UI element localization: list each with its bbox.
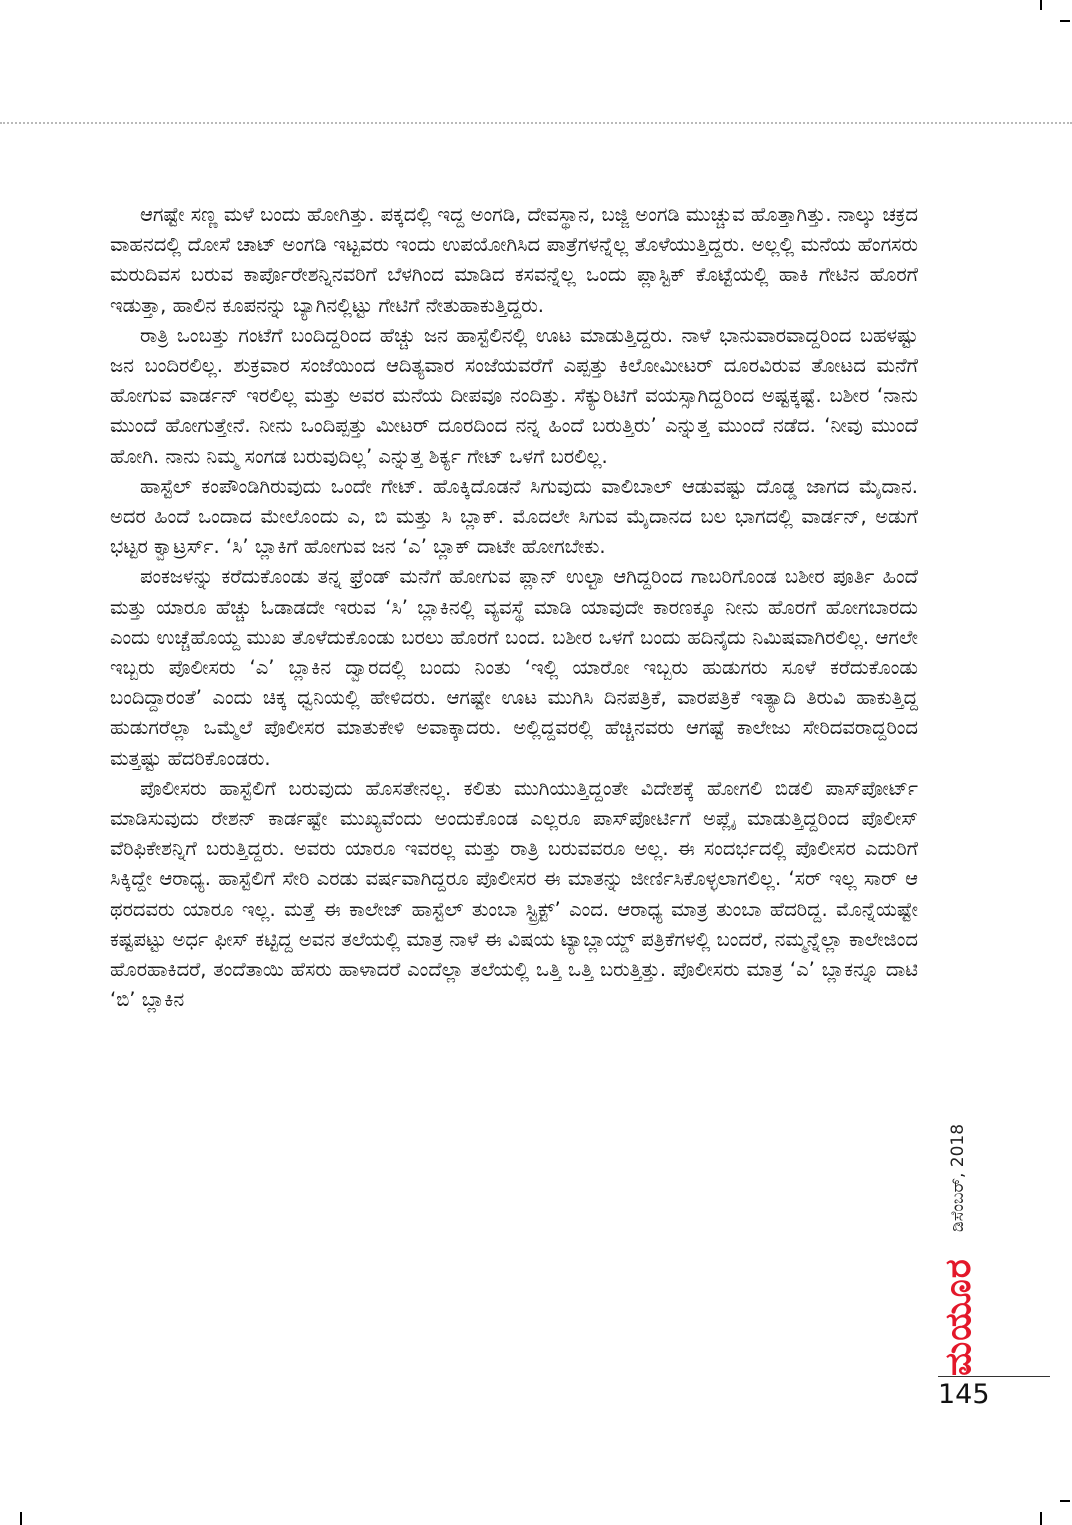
paragraph-2: ರಾತ್ರಿ ಒಂಬತ್ತು ಗಂಟೆಗೆ ಬಂದಿದ್ದರಿಂದ ಹೆಚ್ಚು ಜನ ಹಾಸ್ಟೆಲಿನಲ್ಲಿ ಊಟ ಮಾಡುತ್ತಿದ್ದರು. ನಾಳೆ ಭಾನುವಾರವಾದ್ದರಿಂದ ಬಹಳಷ್ಟು ಜನ ಬಂದಿರಲಿಲ್ಲ. ಶುಕ್ರವಾರ ಸಂಜೆಯಿಂದ ಆದಿತ್ಯವಾರ ಸಂಜೆಯವರೆಗೆ ಎಪ್ಪತ್ತು ಕಿಲೋಮೀಟರ್ ದೂರವಿರುವ ತೋಟದ ಮನೆಗೆ ಹೋಗುವ ವಾರ್ಡನ್ ಇರಲಿಲ್ಲ ಮತ್ತು ಅವರ ಮನೆಯ ದೀಪವೂ ನಂದಿತ್ತು. ಸೆಕ್ಯುರಿಟಿಗೆ ವಯಸ್ಸಾಗಿದ್ದರಿಂದ ಅಷ್ಟಕ್ಕಷ್ಟೆ. ಬಶೀರ ‘ನಾನು ಮುಂದೆ ಹೋಗುತ್ತೇನೆ. ನೀನು ಒಂದಿಪ್ಪತ್ತು ಮೀಟರ್ ದೂರದಿಂದ ನನ್ನ ಹಿಂದೆ ಬರುತ್ತಿರು’ ಎನ್ನುತ್ತ ಮುಂದೆ ನಡೆದ. ‘ನೀವು ಮುಂದೆ ಹೋಗಿ. ನಾನು ನಿಮ್ಮ ಸಂಗಡ ಬರುವುದಿಲ್ಲ’ ಎನ್ನುತ್ತ ಶಿರ್ಕ್ಯ ಗೇಟ್ ಒಳಗೆ ಬರಲಿಲ್ಲ.: [110, 323, 918, 468]
header-dotted-rule: [0, 122, 1072, 124]
magazine-logo: ಮಯೂರ: [938, 1258, 979, 1376]
paragraph-4: ಪಂಕಜಳನ್ನು ಕರೆದುಕೊಂಡು ತನ್ನ ಫ್ರೆಂಡ್ ಮನೆಗೆ ಹೋಗುವ ಪ್ಲಾನ್ ಉಲ್ಟಾ ಆಗಿದ್ದರಿಂದ ಗಾಬರಿಗೊಂಡ ಬಶೀರ ಪೂರ್ತಿ ಹಿಂದೆ ಮತ್ತು ಯಾರೂ ಹೆಚ್ಚು ಓಡಾಡದೇ ಇರುವ ‘ಸಿ’ ಬ್ಲಾಕಿನಲ್ಲಿ ವ್ಯವಸ್ಥೆ ಮಾಡಿ ಯಾವುದೇ ಕಾರಣಕ್ಕೂ ನೀನು ಹೊರಗೆ ಹೋಗಬಾರದು ಎಂದು ಉಚ್ಚೆಹೊಯ್ದ ಮುಖ ತೊಳೆದುಕೊಂಡು ಬರಲು ಹೊರಗೆ ಬಂದ. ಬಶೀರ ಒಳಗೆ ಬಂದು ಹದಿನೈದು ನಿಮಿಷವಾಗಿರಲಿಲ್ಲ. ಆಗಲೇ ಇಬ್ಬರು ಪೊಲೀಸರು ‘ಎ’ ಬ್ಲಾಕಿನ ದ್ವಾರದಲ್ಲಿ ಬಂದು ನಿಂತು ‘ಇಲ್ಲಿ ಯಾರೋ ಇಬ್ಬರು ಹುಡುಗರು ಸೂಳೆ ಕರೆದುಕೊಂಡು ಬಂದಿದ್ದಾರಂತೆ’ ಎಂದು ಚಿಕ್ಕ ಧ್ವನಿಯಲ್ಲಿ ಹೇಳಿದರು. ಆಗಷ್ಟೇ ಊಟ ಮುಗಿಸಿ ದಿನಪತ್ರಿಕೆ, ವಾರಪತ್ರಿಕೆ ಇತ್ಯಾದಿ ತಿರುವಿ ಹಾಕುತ್ತಿದ್ದ ಹುಡುಗರೆಲ್ಲಾ ಒಮ್ಮೆಲೆ ಪೊಲೀಸರ ಮಾತುಕೇಳಿ ಅವಾಕ್ಕಾದರು. ಅಲ್ಲಿದ್ದವರಲ್ಲಿ ಹೆಚ್ಚಿನವರು ಆಗಷ್ಟೆ ಕಾಲೇಜು ಸೇರಿದವರಾದ್ದರಿಂದ ಮತ್ತಷ್ಟು ಹೆದರಿಕೊಂಡರು.: [110, 565, 918, 770]
crop-mark-top-right: [1040, 0, 1042, 10]
crop-mark-left-bottom: [20, 1512, 22, 1525]
article-body: [110, 200, 918, 1015]
paragraph-5: ಪೊಲೀಸರು ಹಾಸ್ಟೆಲಿಗೆ ಬರುವುದು ಹೊಸತೇನಲ್ಲ. ಕಲಿತು ಮುಗಿಯುತ್ತಿದ್ದಂತೇ ವಿದೇಶಕ್ಕೆ ಹೋಗಲಿ ಬಿಡಲಿ ಪಾಸ್‌ಪೋರ್ಟ್ ಮಾಡಿಸುವುದು ರೇಶನ್ ಕಾರ್ಡಷ್ಟೇ ಮುಖ್ಯವೆಂದು ಅಂದುಕೊಂಡ ಎಲ್ಲರೂ ಪಾಸ್‌ಪೋರ್ಟಿಗೆ ಅಪ್ಲೈ ಮಾಡುತ್ತಿದ್ದರಿಂದ ಪೊಲೀಸ್ ವೆರಿಫಿಕೇಶನ್ನಿಗೆ ಬರುತ್ತಿದ್ದರು. ಅವರು ಯಾರೂ ಇವರಲ್ಲ ಮತ್ತು ರಾತ್ರಿ ಬರುವವರೂ ಅಲ್ಲ. ಈ ಸಂದರ್ಭದಲ್ಲಿ ಪೊಲೀಸರ ಎದುರಿಗೆ ಸಿಕ್ಕಿದ್ದೇ ಆರಾಧ್ಯ. ಹಾಸ್ಟೆಲಿಗೆ ಸೇರಿ ಎರಡು ವರ್ಷವಾಗಿದ್ದರೂ ಪೊಲೀಸರ ಈ ಮಾತನ್ನು ಜೀರ್ಣಿಸಿಕೊಳ್ಳಲಾಗಲಿಲ್ಲ. ‘ಸರ್ ಇಲ್ಲ ಸಾರ್ ಆ ಥರದವರು ಯಾರೂ ಇಲ್ಲ. ಮತ್ತೆ ಈ ಕಾಲೇಜ್ ಹಾಸ್ಟೆಲ್ ತುಂಬಾ ಸ್ಟ್ರಿಕ್ಟ್’ ಎಂದ. ಆರಾಧ್ಯ ಮಾತ್ರ ತುಂಬಾ ಹೆದರಿದ್ದ. ಮೊನ್ನೆಯಷ್ಟೇ ಕಷ್ಟಪಟ್ಟು ಅರ್ಧ ಫೀಸ್ ಕಟ್ಟಿದ್ದ ಅವನ ತಲೆಯಲ್ಲಿ ಮಾತ್ರ ನಾಳೆ ಈ ವಿಷಯ ಟ್ಯಾಬ್ಲಾಯ್ಡ್ ಪತ್ರಿಕೆಗಳಲ್ಲಿ ಬಂದರೆ, ನಮ್ಮನ್ನೆಲ್ಲಾ ಕಾಲೇಜಿಂದ ಹೊರಹಾಕಿದರೆ, ತಂದೆತಾಯಿ ಹೆಸರು ಹಾಳಾದರೆ ಎಂದೆಲ್ಲಾ ತಲೆಯಲ್ಲಿ ಒತ್ತಿ ಒತ್ತಿ ಬರುತ್ತಿತ್ತು. ಪೊಲೀಸರು ಮಾತ್ರ ‘ಎ’ ಬ್ಲಾಕನ್ನೂ ದಾಟಿ ‘ಬಿ’ ಬ್ಲಾಕಿನ: [110, 776, 918, 1012]
paragraph-3: ಹಾಸ್ಟೆಲ್ ಕಂಪೌಂಡಿಗಿರುವುದು ಒಂದೇ ಗೇಟ್. ಹೊಕ್ಕಿದೊಡನೆ ಸಿಗುವುದು ವಾಲಿಬಾಲ್ ಆಡುವಷ್ಟು ದೊಡ್ಡ ಜಾಗದ ಮೈದಾನ. ಅದರ ಹಿಂದೆ ಒಂದಾದ ಮೇಲೊಂದು ಎ, ಬಿ ಮತ್ತು ಸಿ ಬ್ಲಾಕ್. ಮೊದಲೇ ಸಿಗುವ ಮೈದಾನದ ಬಲ ಭಾಗದಲ್ಲಿ ವಾರ್ಡನ್, ಅಡುಗೆ ಭಟ್ಟರ ಕ್ವಾಟ್ರರ್ಸ್. ‘ಸಿ’ ಬ್ಲಾಕಿಗೆ ಹೋಗುವ ಜನ ‘ಎ’ ಬ್ಲಾಕ್ ದಾಟೇ ಹೋಗಬೇಕು.: [110, 474, 918, 559]
crop-mark-right-bottom: [1040, 1512, 1042, 1525]
page-number: 145: [938, 1376, 1050, 1411]
crop-mark-right-lower: [1060, 1500, 1070, 1502]
issue-date: ಡಿಸೆಂಬರ್, 2018: [948, 1123, 968, 1232]
magazine-sidebar: [935, 1080, 981, 1380]
crop-mark-right-upper: [1060, 20, 1070, 22]
paragraph-1: ಆಗಷ್ಟೇ ಸಣ್ಣ ಮಳೆ ಬಂದು ಹೋಗಿತ್ತು. ಪಕ್ಕದಲ್ಲಿ ಇದ್ದ ಅಂಗಡಿ, ದೇವಸ್ಥಾನ, ಬಜ್ಜಿ ಅಂಗಡಿ ಮುಚ್ಚುವ ಹೊತ್ತಾಗಿತ್ತು. ನಾಲ್ಕು ಚಕ್ರದ ವಾಹನದಲ್ಲಿ ದೋಸೆ ಚಾಟ್ ಅಂಗಡಿ ಇಟ್ಟವರು ಇಂದು ಉಪಯೋಗಿಸಿದ ಪಾತ್ರೆಗಳನ್ನೆಲ್ಲ ತೊಳೆಯುತ್ತಿದ್ದರು. ಅಲ್ಲಲ್ಲಿ ಮನೆಯ ಹೆಂಗಸರು ಮರುದಿವಸ ಬರುವ ಕಾರ್ಪೊರೇಶನ್ನಿನವರಿಗೆ ಬೆಳಗಿಂದ ಮಾಡಿದ ಕಸವನ್ನೆಲ್ಲ ಒಂದು ಪ್ಲಾಸ್ಟಿಕ್ ಕೊಟ್ಟೆಯಲ್ಲಿ ಹಾಕಿ ಗೇಟಿನ ಹೊರಗೆ ಇಡುತ್ತಾ, ಹಾಲಿನ ಕೂಪನನ್ನು ಬ್ಯಾಗಿನಲ್ಲಿಟ್ಟು ಗೇಟಿಗೆ ನೇತುಹಾಕುತ್ತಿದ್ದರು.: [110, 203, 918, 317]
